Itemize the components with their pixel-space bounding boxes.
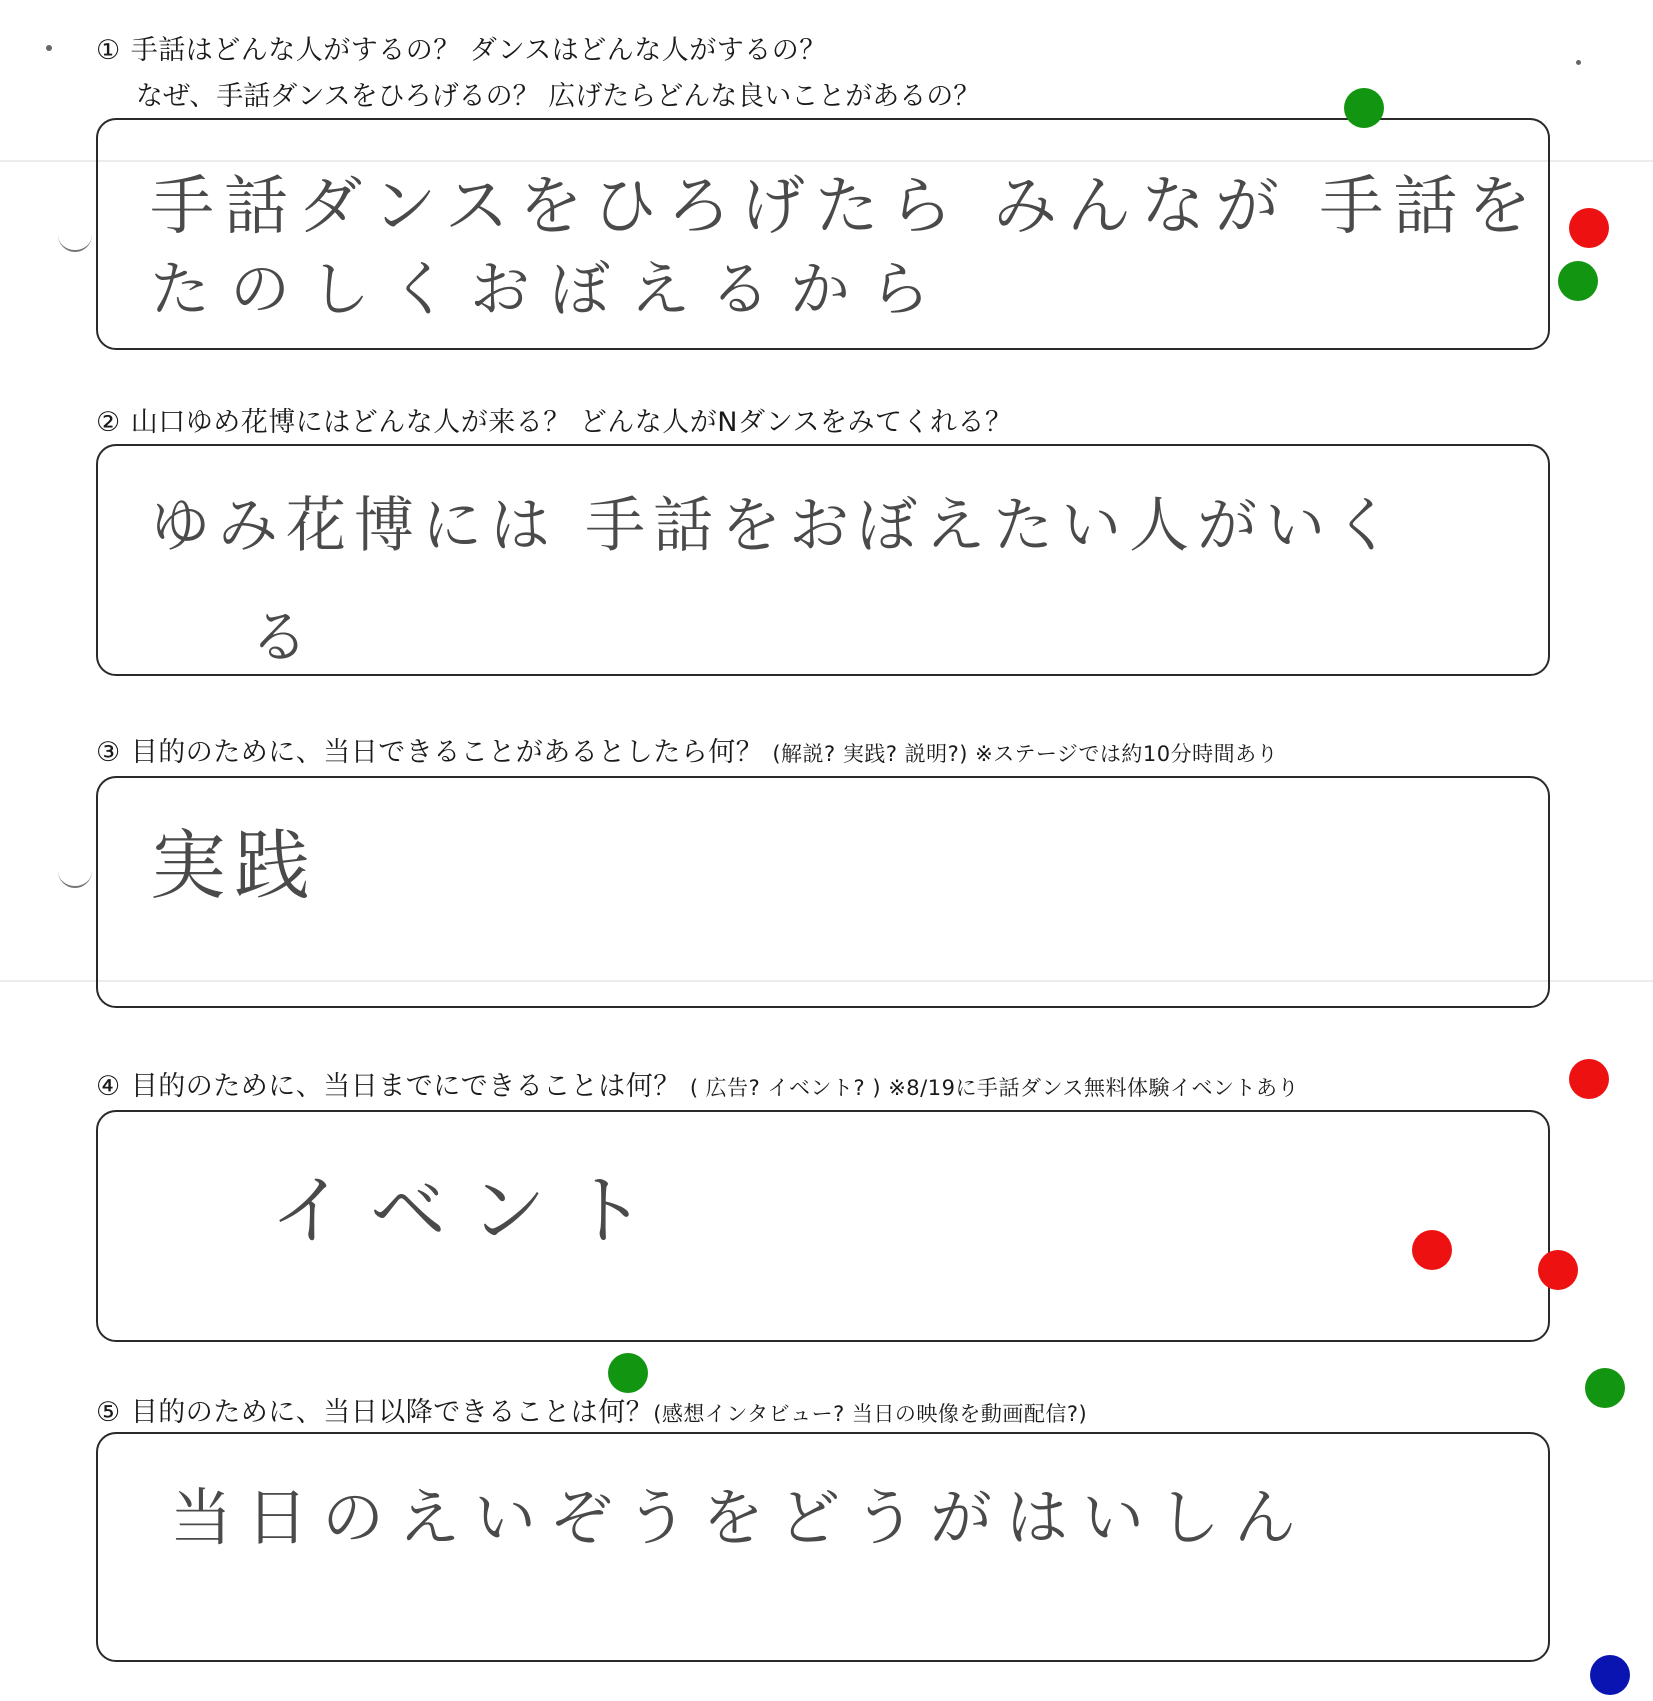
question-hint: (感想インタビュー? 当日の映像を動画配信?) — [653, 1402, 1088, 1426]
question-text: 目的のために、当日できることがあるとしたら何？ — [130, 737, 764, 768]
handwritten-answer-1-line-1: 手話ダンスをひろげたら みんなが 手話を — [150, 170, 1542, 244]
question-text: 目的のために、当日以降できることは何？ — [130, 1397, 654, 1428]
question-text: 目的のために、当日までにできることは何？ — [130, 1071, 681, 1102]
margin-check-mark — [58, 864, 92, 888]
paper-speck — [1576, 60, 1581, 65]
blue-sticker-dot — [1590, 1655, 1630, 1695]
question-number: ① — [96, 35, 121, 66]
handwritten-answer-2-line-1: ゆみ花博には 手話をおぼえたい人がいく — [150, 491, 1402, 561]
question-text: 手話はどんな人がするの？ ダンスはどんな人がするの？ — [130, 35, 827, 66]
question-3 — [96, 730, 1278, 769]
handwritten-answer-1-line-2: たのしくおぼえるから — [150, 255, 950, 325]
green-sticker-dot — [1585, 1368, 1625, 1408]
green-sticker-dot — [608, 1353, 648, 1393]
margin-check-mark — [58, 228, 92, 252]
red-sticker-dot — [1538, 1250, 1578, 1290]
question-1-line-2: なぜ、手話ダンスをひろげるの？ 広げたらどんな良いことがあるの？ — [136, 81, 981, 112]
question-hint: ( 広告? イベント? ) ※8/19に手話ダンス無料体験イベントあり — [689, 1076, 1300, 1100]
green-sticker-dot — [1558, 261, 1598, 301]
paper-speck — [46, 45, 52, 51]
question-2 — [96, 400, 1012, 439]
green-sticker-dot — [1344, 88, 1384, 128]
question-number: ⑤ — [96, 1397, 121, 1428]
question-hint: (解説? 実践? 説明?) ※ステージでは約10分時間あり — [772, 742, 1279, 766]
question-number: ③ — [96, 737, 121, 768]
red-sticker-dot — [1569, 1059, 1609, 1099]
handwritten-answer-4: イベント — [270, 1166, 670, 1255]
question-4 — [96, 1064, 1299, 1103]
handwritten-answer-5: 当日のえいぞうをどうがはいしん — [170, 1481, 1311, 1554]
question-number: ② — [96, 407, 121, 438]
red-sticker-dot — [1569, 208, 1609, 248]
question-number: ④ — [96, 1071, 121, 1102]
handwritten-answer-3: 実践 — [150, 821, 318, 910]
red-sticker-dot — [1412, 1230, 1452, 1270]
question-text: 山口ゆめ花博にはどんな人が来る？ どんな人がNダンスをみてくれる？ — [130, 407, 1013, 438]
question-1 — [96, 28, 827, 67]
question-5 — [96, 1390, 1087, 1429]
handwritten-answer-2-line-2: る — [250, 603, 309, 671]
